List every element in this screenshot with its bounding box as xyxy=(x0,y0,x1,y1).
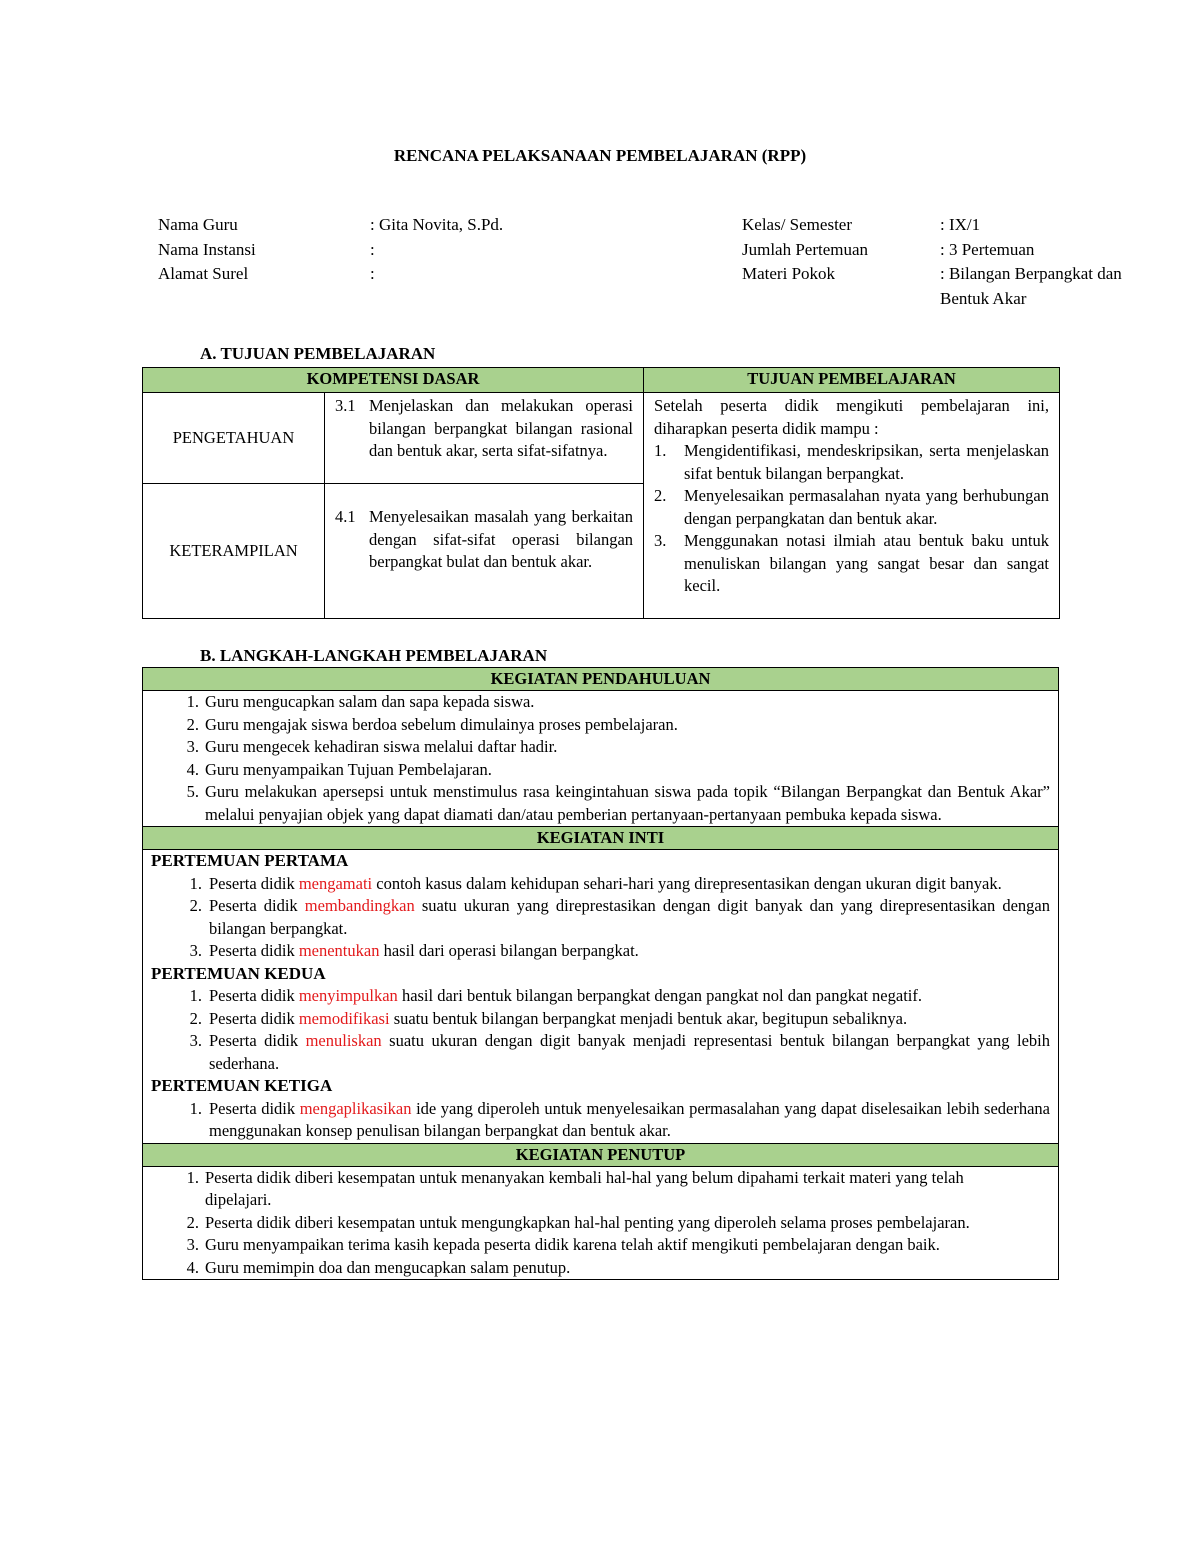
item-text: Guru melakukan apersepsi untuk menstimulus rasa keingintahuan siswa pada topik “Bilangan Berpangkat dan Bentuk Akar” melalui penyajian objek yang dapat diamati dan/atau pemberian pertanyaan-pertanyaan pembuka kepada siswa. xyxy=(205,782,1050,824)
item-text: Peserta didik membandingkan suatu ukuran yang direprestasikan dengan digit banyak dan yang direpresentasikan dengan bilangan berpangkat. xyxy=(209,896,1050,938)
list-item xyxy=(151,940,1050,963)
list-item xyxy=(151,1257,1050,1280)
item-text: Peserta didik diberi kesempatan untuk mengungkapkan hal-hal penting yang diperoleh selama proses pembelajaran. xyxy=(205,1212,970,1232)
inti-cell xyxy=(143,850,1059,1144)
item-number: 1. xyxy=(186,1167,199,1187)
steps-table xyxy=(142,667,1059,1280)
meeting-list xyxy=(151,985,1050,1075)
header-penutup: KEGIATAN PENUTUP xyxy=(143,1143,1059,1166)
list-item xyxy=(151,691,1050,714)
item-number: 4. xyxy=(186,759,199,779)
meeting-list xyxy=(151,873,1050,963)
list-item xyxy=(151,1098,1050,1143)
document-title: RENCANA PELAKSANAAN PEMBELAJARAN (RPP) xyxy=(393,146,807,165)
verb-highlight: menentukan xyxy=(298,941,380,960)
item-number: 2. xyxy=(186,714,199,734)
info-label: Nama Guru xyxy=(158,215,238,234)
item-number: 3. xyxy=(186,1235,199,1254)
section-a-title: A. TUJUAN PEMBELAJARAN xyxy=(200,344,436,363)
header-kompetensi-dasar: KOMPETENSI DASAR xyxy=(143,368,644,393)
item-number: 3. xyxy=(186,737,199,756)
list-item xyxy=(151,714,1050,737)
kd-number: 3.1 xyxy=(335,396,356,415)
verb-highlight: menyimpulkan xyxy=(298,986,398,1005)
item-number: 5. xyxy=(186,782,199,801)
list-item xyxy=(654,530,1049,598)
info-label: Nama Instansi xyxy=(158,239,256,259)
domain-keterampilan: KETERAMPILAN xyxy=(143,484,325,619)
objectives-table xyxy=(142,367,1060,619)
list-item xyxy=(151,1167,1050,1212)
verb-highlight: menuliskan xyxy=(305,1031,382,1050)
info-label: Kelas/ Semester xyxy=(742,215,852,234)
info-label: Jumlah Pertemuan xyxy=(742,239,869,259)
pendahuluan-list xyxy=(151,691,1050,826)
info-right-block xyxy=(742,213,1140,311)
item-number: 1. xyxy=(189,986,202,1005)
item-number: 1. xyxy=(189,1098,202,1118)
pendahuluan-cell xyxy=(143,691,1059,827)
info-left-block xyxy=(158,213,670,287)
item-number: 2. xyxy=(186,1212,199,1232)
header-tujuan-pembelajaran: TUJUAN PEMBELAJARAN xyxy=(644,368,1060,393)
info-label: Materi Pokok xyxy=(742,264,836,283)
header-inti: KEGIATAN INTI xyxy=(143,827,1059,850)
meeting-title: PERTEMUAN PERTAMA xyxy=(151,851,349,870)
verb-highlight: mengaplikasikan xyxy=(299,1098,412,1118)
domain-pengetahuan: PENGETAHUAN xyxy=(143,393,325,484)
list-item xyxy=(654,485,1049,530)
item-text: Guru memimpin doa dan mengucapkan salam penutup. xyxy=(205,1257,571,1277)
item-text: Peserta didik diberi kesempatan untuk menanyakan kembali hal-hal yang belum dipahami terkait materi yang telah dipelajari. xyxy=(205,1167,964,1209)
item-text: Guru menyampaikan terima kasih kepada peserta didik karena telah aktif mengikuti pembelajaran dengan baik. xyxy=(205,1235,940,1254)
list-item xyxy=(654,440,1049,485)
tp-list xyxy=(654,440,1049,598)
kd-text: Menyelesaikan masalah yang berkaitan dengan sifat-sifat operasi bilangan berpangkat bulat dan bentuk akar. xyxy=(369,507,634,571)
info-row-email xyxy=(158,262,670,287)
info-value: : 3 Pertemuan xyxy=(940,239,1035,259)
item-number: 1. xyxy=(189,873,202,893)
info-row-class xyxy=(742,213,1140,238)
meeting-list xyxy=(151,1098,1050,1143)
info-value: : IX/1 xyxy=(940,215,981,234)
info-value: : xyxy=(370,239,375,259)
list-item xyxy=(151,1212,1050,1235)
info-row-meetings xyxy=(742,238,1140,263)
list-item xyxy=(151,1234,1050,1257)
kd-number: 4.1 xyxy=(335,507,356,526)
kd-text: Menjelaskan dan melakukan operasi bilangan berpangkat bilangan rasional dan bentuk akar, serta sifat-sifatnya. xyxy=(369,396,634,460)
item-number: 2. xyxy=(189,896,202,915)
penutup-list xyxy=(151,1167,1050,1280)
item-text: Guru mengecek kehadiran siswa melalui daftar hadir. xyxy=(205,737,558,756)
info-row-teacher xyxy=(158,213,670,238)
item-number: 3. xyxy=(189,1031,202,1050)
item-text: Peserta didik menuliskan suatu ukuran dengan digit banyak menjadi representasi bentuk bilangan berpangkat yang lebih sederhana. xyxy=(209,1031,1050,1073)
list-item xyxy=(151,1030,1050,1075)
item-text: Peserta didik menyimpulkan hasil dari bentuk bilangan berpangkat dengan pangkat nol dan pangkat negatif. xyxy=(209,986,922,1005)
list-item xyxy=(151,736,1050,759)
item-number: 2. xyxy=(654,486,667,505)
info-value: : Gita Novita, S.Pd. xyxy=(370,215,504,234)
item-text: Menggunakan notasi ilmiah atau bentuk baku untuk menuliskan bilangan yang sangat besar dan sangat kecil. xyxy=(684,531,1050,595)
verb-highlight: memodifikasi xyxy=(298,1008,390,1028)
item-text: Guru mengucapkan salam dan sapa kepada siswa. xyxy=(205,692,535,711)
list-item xyxy=(151,985,1050,1008)
item-number: 3. xyxy=(654,531,667,550)
item-number: 1. xyxy=(654,441,667,460)
item-text: Mengidentifikasi, mendeskripsikan, serta menjelaskan sifat bentuk bilangan berpangkat. xyxy=(684,441,1050,483)
verb-highlight: membandingkan xyxy=(304,896,415,915)
item-number: 2. xyxy=(189,1008,202,1028)
list-item xyxy=(151,873,1050,896)
info-value: : Bilangan Berpangkat dan Bentuk Akar xyxy=(940,264,1122,308)
info-row-topic xyxy=(742,262,1140,311)
header-pendahuluan: KEGIATAN PENDAHULUAN xyxy=(143,668,1059,691)
item-text: Peserta didik mengamati contoh kasus dalam kehidupan sehari-hari yang direpresentasikan dengan ukuran digit banyak. xyxy=(209,873,1002,893)
info-value: : xyxy=(370,264,375,283)
list-item xyxy=(151,759,1050,782)
verb-highlight: mengamati xyxy=(298,873,373,893)
item-text: Peserta didik memodifikasi suatu bentuk bilangan berpangkat menjadi bentuk akar, begitupun sebaliknya. xyxy=(209,1008,908,1028)
tp-cell xyxy=(644,393,1060,619)
tp-intro: Setelah peserta didik mengikuti pembelajaran ini, diharapkan peserta didik mampu : xyxy=(654,396,1050,438)
item-text: Peserta didik mengaplikasikan ide yang diperoleh untuk menyelesaikan permasalahan yang dapat diselesaikan lebih sederhana menggunakan konsep penulisan bilangan berpangkat dan bentuk akar. xyxy=(209,1098,1050,1140)
penutup-cell xyxy=(143,1166,1059,1280)
list-item xyxy=(151,1008,1050,1031)
item-number: 1. xyxy=(186,692,199,711)
info-row-institution xyxy=(158,238,670,263)
item-number: 4. xyxy=(186,1257,199,1277)
kd-cell xyxy=(325,484,644,619)
kd-cell xyxy=(325,393,644,484)
item-text: Peserta didik menentukan hasil dari operasi bilangan berpangkat. xyxy=(209,941,639,960)
meeting-title: PERTEMUAN KEDUA xyxy=(151,963,326,983)
item-number: 3. xyxy=(189,941,202,960)
list-item xyxy=(151,781,1050,826)
meeting-title: PERTEMUAN KETIGA xyxy=(151,1076,333,1095)
list-item xyxy=(151,895,1050,940)
item-text: Guru mengajak siswa berdoa sebelum dimulainya proses pembelajaran. xyxy=(205,714,678,734)
item-text: Menyelesaikan permasalahan nyata yang berhubungan dengan perpangkatan dan bentuk akar. xyxy=(684,486,1050,528)
info-label: Alamat Surel xyxy=(158,264,249,283)
item-text: Guru menyampaikan Tujuan Pembelajaran. xyxy=(205,759,492,779)
section-b-title: B. LANGKAH-LANGKAH PEMBELAJARAN xyxy=(200,646,548,665)
